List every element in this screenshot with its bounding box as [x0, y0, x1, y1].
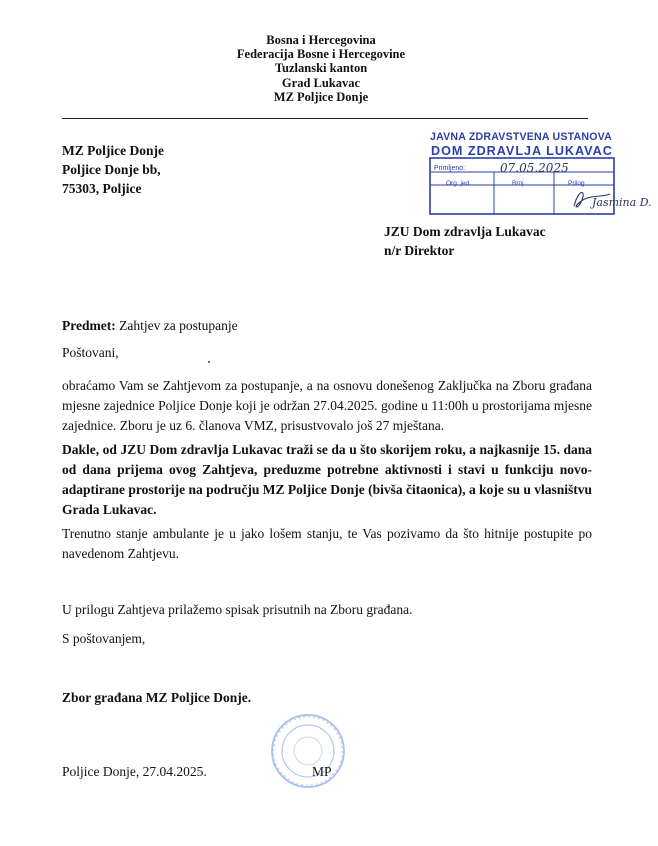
stray-dot: [208, 361, 210, 363]
sender-name: MZ Poljice Donje: [62, 143, 164, 158]
stamp-institution-line2: DOM ZDRAVLJA LUKAVAC: [431, 144, 613, 158]
recipient-address: [384, 222, 546, 260]
stamp-handwritten-signature: Jasmina D.: [592, 196, 652, 209]
seal-placeholder-mp: MP: [312, 764, 332, 779]
stamp-institution-line1: JAVNA ZDRAVSTVENA USTANOVA: [430, 131, 612, 143]
body-paragraph-1: obraćamo Vam se Zahtjevom za postupanje, a na osnovu donešenog Zaključka na Zboru građana mjesne zajednice Poljice Donje koji je održan 27.04.2025. godine u 11:00h u prostorijama mjesne zajednice. Zboru je uz 6. članova VMZ, prisustvovalo još 27 mještana.: [62, 378, 592, 433]
subject-text: Zahtjev za postupanje: [115, 318, 238, 333]
stamp-col-org: Org. jed.: [446, 180, 471, 187]
body-paragraph-attachment: U prilogu Zahtjeva prilažemo spisak prisutnih na Zboru građana.: [62, 602, 413, 617]
sender-street: Poljice Donje bb,: [62, 162, 161, 177]
sender-postal: 75303, Poljice: [62, 181, 142, 196]
subject-label: Predmet:: [62, 318, 116, 333]
body-paragraph-3: Trenutno stanje ambulante je u jako lošem stanju, te Vas pozivamo da što hitnije postupite po navedenom Zahtjevu.: [62, 526, 592, 561]
body-paragraph-request: Dakle, od JZU Dom zdravlja Lukavac traži se da u što skorijem roku, a najkasnije 15. dana od dana prijema ovog Zahtjeva, preduzme potrebne aktivnosti i stavi u funkciju novo-adaptirane prostorije na području MZ Poljice Donje (bivša čitaonica), a koje su u vlasništvu Grada Lukavac.: [62, 442, 593, 517]
recipient-attention: n/r Direktor: [384, 243, 455, 258]
header-line-country: Bosna i Hercegovina: [266, 33, 376, 47]
greeting: Poštovani,: [62, 345, 119, 360]
stamp-received-label: Primljeno:: [434, 165, 466, 172]
sender-address: [62, 141, 164, 198]
header-line-community: MZ Poljice Donje: [273, 89, 369, 104]
closing: S poštovanjem,: [62, 631, 146, 646]
stamp-received-date: 07.05.2025: [500, 161, 569, 175]
signature-line: Zbor građana MZ Poljice Donje.: [62, 690, 252, 705]
recipient-name: JZU Dom zdravlja Lukavac: [384, 224, 546, 239]
header-divider: [62, 118, 588, 119]
header-line-federation: Federacija Bosne i Hercegovine: [236, 47, 406, 62]
stamp-col-broj: Broj: [512, 180, 524, 187]
header-line-canton: Tuzlanski kanton: [274, 61, 368, 76]
stamp-col-prilog: Prilog: [568, 180, 585, 187]
round-seal-icon: [268, 712, 348, 790]
subject-line: [62, 318, 238, 334]
document-header: [0, 33, 658, 104]
place-and-date: Poljice Donje, 27.04.2025.: [62, 764, 207, 779]
header-line-city: Grad Lukavac: [281, 75, 361, 90]
